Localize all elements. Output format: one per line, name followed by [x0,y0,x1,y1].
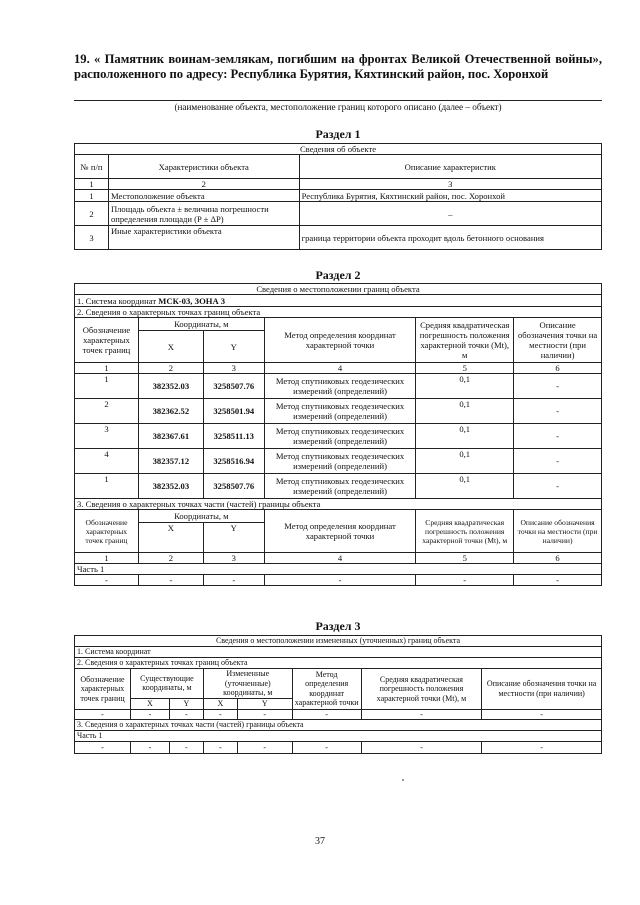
point-x: 382362.52 [138,399,203,424]
table-row [75,202,602,226]
column-index: 2 [138,363,203,374]
column-index: 1 [75,363,139,374]
part-cell: - [292,742,361,754]
header-error: Средняя квадратическая погрешность положения характерной точки (Mt), м [361,669,482,710]
point-method: Метод спутниковых геодезических измерений (определений) [264,474,416,499]
point-error: 0,1 [416,474,514,499]
point-number: 1 [75,374,139,399]
header-existing-coordinates: Существующие координаты, м [130,669,203,699]
scan-speck [402,779,404,781]
point-description: - [514,474,602,499]
point-x: 382352.03 [138,374,203,399]
part-cell: - [361,742,482,754]
part-cell: - [237,742,292,754]
point-error: 0,1 [416,449,514,474]
point-method: Метод спутниковых геодезических измерений (определений) [264,399,416,424]
header-y: Y [169,698,203,709]
header-error: Средняя квадратическая погрешность положения характерной точки (Mt), м [416,318,514,363]
header-description: Описание обозначения точки на местности (при наличии) [514,318,602,363]
table-row [75,374,602,399]
header-x: X [130,698,169,709]
row-characteristic: Местоположение объекта [108,190,299,202]
coordinate-system-label: 1. Система координат [77,295,157,306]
part-points-subtitle: 3. Сведения о характерных точках части (частей) границы объекта [75,499,602,510]
point-description: - [514,449,602,474]
row-cell: - [75,709,131,720]
point-method: Метод спутниковых геодезических измерений (определений) [264,374,416,399]
table-row [75,449,602,474]
row-characteristic: Площадь объекта ± величина погрешности определения площади (P ± ΔP) [108,202,299,226]
column-index: 1 [75,179,109,190]
header-point: Обозначение характерных точек границ [75,318,139,363]
header-x: X [138,523,203,553]
header-coordinates: Координаты, м [138,510,264,523]
column-index: 4 [264,553,416,564]
header-characteristic: Характеристики объекта [108,155,299,179]
point-y: 3258507.76 [203,374,264,399]
point-error: 0,1 [416,424,514,449]
header-description: Описание обозначения точки на местности (при наличии) [482,669,602,710]
point-method: Метод спутниковых геодезических измерений (определений) [264,424,416,449]
header-y: Y [203,523,264,553]
header-error: Средняя квадратическая погрешность положения характерной точки (Mt), м [416,510,514,553]
coordinate-system-row [75,295,602,307]
table-title: Сведения об объекте [75,144,602,155]
part-cell: - [482,742,602,754]
part-cell: - [75,575,139,586]
row-description: – [299,202,601,226]
point-description: - [514,424,602,449]
section-1-title: Раздел 1 [315,127,361,141]
table-title: Сведения о местоположении измененных (уточненных) границ объекта [75,636,602,647]
table-row [75,424,602,449]
part-cell: - [416,575,514,586]
point-number: 2 [75,399,139,424]
part-points-subtitle: 3. Сведения о характерных точках части (частей) границы объекта [75,720,602,731]
row-cell: - [169,709,203,720]
table-row [75,742,602,754]
header-coordinates: Координаты, м [138,318,264,331]
point-y: 3258516.94 [203,449,264,474]
row-description: Республика Бурятия, Кяхтинский район, пос. Хоронхой [299,190,601,202]
point-y: 3258511.13 [203,424,264,449]
column-index: 5 [416,363,514,374]
header-changed-coordinates: Измененные (уточненные) координаты, м [203,669,292,699]
header-y: Y [237,698,292,709]
row-description: граница территории объекта проходит вдоль бетонного основания [299,226,601,250]
table-row [75,226,602,250]
part-cell: - [264,575,416,586]
section-3-title: Раздел 3 [315,619,361,633]
points-subtitle: 2. Сведения о характерных точках границ объекта [75,658,602,669]
column-index: 2 [108,179,299,190]
header-description: Описание характеристик [299,155,601,179]
table-row [75,575,602,586]
row-characteristic: Иные характеристики объекта [108,226,299,250]
row-cell: - [482,709,602,720]
table-row [75,709,602,720]
page-number: 37 [315,836,325,847]
object-info-table [74,143,602,250]
row-number: 1 [75,190,109,202]
point-method: Метод спутниковых геодезических измерений (определений) [264,449,416,474]
point-error: 0,1 [416,374,514,399]
point-y: 3258501.94 [203,399,264,424]
row-cell: - [361,709,482,720]
part-cell: - [169,742,203,754]
row-cell: - [130,709,169,720]
table-row [75,474,602,499]
part-cell: - [75,742,131,754]
header-x: X [203,698,237,709]
point-description: - [514,374,602,399]
header-point: Обозначение характерных точек границ [75,669,131,710]
part-cell: - [203,575,264,586]
section-2-title: Раздел 2 [315,268,361,282]
column-index: 3 [299,179,601,190]
point-number: 1 [75,474,139,499]
part-cell: - [514,575,602,586]
header-method: Метод определения координат характерной точки [292,669,361,710]
column-index: 2 [138,553,203,564]
row-cell: - [203,709,237,720]
header-method: Метод определения координат характерной точки [264,318,416,363]
column-index: 3 [203,363,264,374]
table-title: Сведения о местоположении границ объекта [75,284,602,295]
point-y: 3258507.76 [203,474,264,499]
point-x: 382357.12 [138,449,203,474]
header-number: № п/п [75,155,109,179]
row-cell: - [292,709,361,720]
point-error: 0,1 [416,399,514,424]
point-x: 382352.03 [138,474,203,499]
header-x: X [138,331,203,363]
header-point: Обозначение характерных точек границ [75,510,139,553]
column-index: 5 [416,553,514,564]
heading-underline [74,100,602,101]
column-index: 1 [75,553,139,564]
header-description: Описание обозначения точки на местности (при наличии) [514,510,602,553]
column-index: 3 [203,553,264,564]
row-cell: - [237,709,292,720]
point-x: 382367.61 [138,424,203,449]
changed-boundary-table [74,635,602,754]
table-row [75,399,602,424]
part-label: Часть 1 [75,564,602,575]
coordinate-system-value: МСК-03, ЗОНА 3 [158,295,226,306]
header-y: Y [203,331,264,363]
row-number: 3 [75,226,109,250]
boundary-location-table [74,283,602,586]
heading-caption: (наименование объекта, местоположение границ которого описано (далее – объект) [174,102,502,112]
points-subtitle: 2. Сведения о характерных точках границ объекта [75,307,602,318]
row-number: 2 [75,202,109,226]
column-index: 6 [514,363,602,374]
table-row [75,190,602,202]
object-heading: 19. « Памятник воинам-землякам, погибшим на фронтах Великой Отечественной войны», расположенного по адресу: Республика Бурятия, Кяхтинский район, пос. Хоронхой [74,52,602,81]
part-cell: - [203,742,237,754]
point-number: 4 [75,449,139,474]
point-number: 3 [75,424,139,449]
part-label: Часть 1 [75,731,602,742]
column-index: 4 [264,363,416,374]
column-index: 6 [514,553,602,564]
part-cell: - [138,575,203,586]
header-method: Метод определения координат характерной точки [264,510,416,553]
part-cell: - [130,742,169,754]
point-description: - [514,399,602,424]
coordinate-system-row: 1. Система координат [75,647,602,658]
